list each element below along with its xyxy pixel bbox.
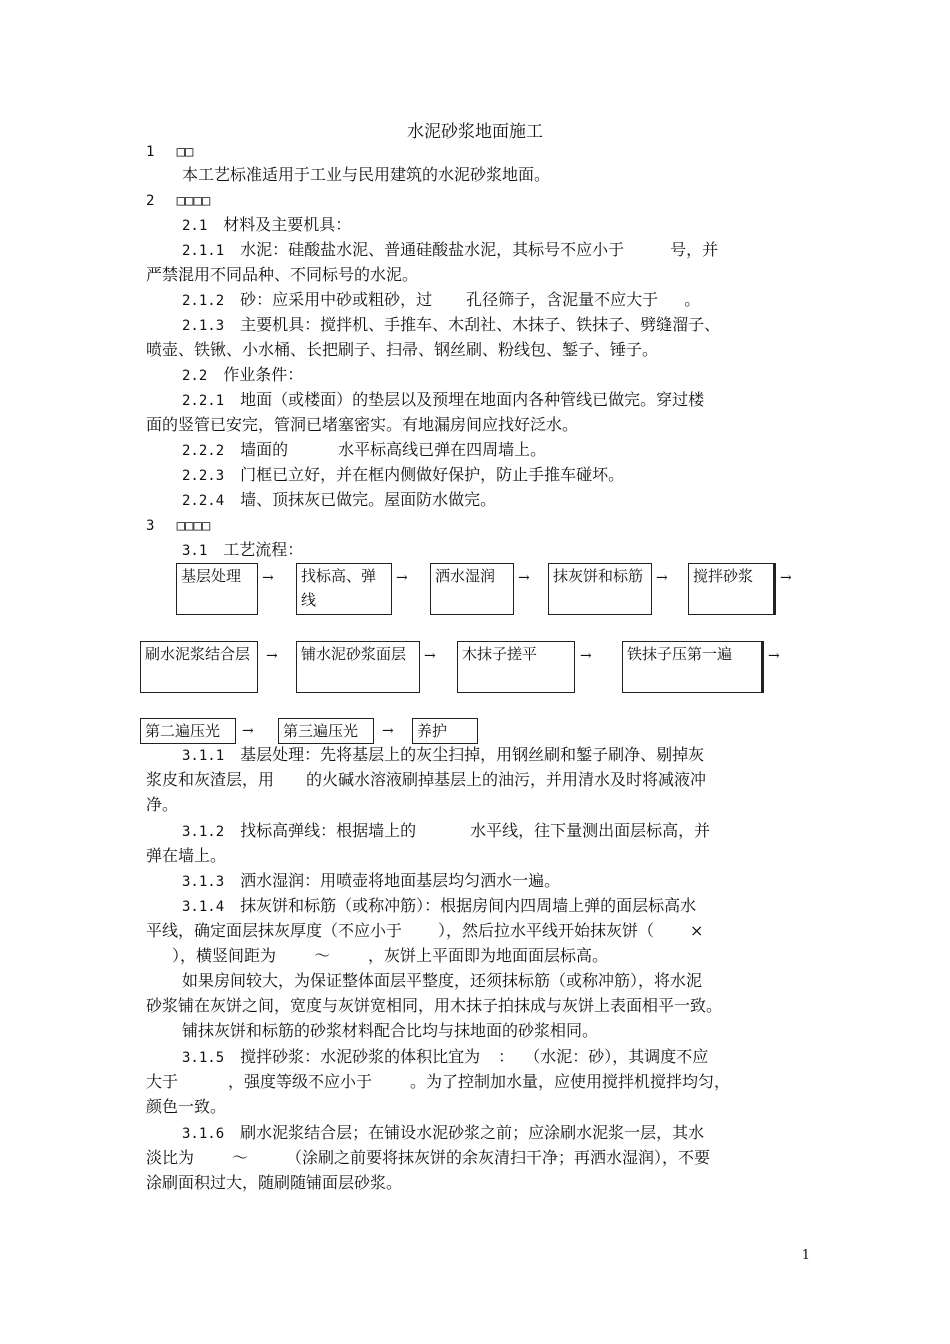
- flow-arrow: →: [768, 648, 780, 664]
- item-3-1-2: 3.1.2 找标高弹线：根据墙上的 水平线，往下量测出面层标高，并: [182, 821, 711, 840]
- paragraph: 喷壶、铁锹、小水桶、长把刷子、扫帚、钢丝刷、粉线包、錾子、锤子。: [146, 340, 659, 359]
- page-number: 1: [801, 1248, 810, 1263]
- section-1-heading: 1 □□: [146, 144, 194, 160]
- flow-step: 刷水泥浆结合层: [140, 641, 258, 693]
- paragraph: 严禁混用不同品种、不同标号的水泥。: [146, 265, 419, 284]
- paragraph: 浆皮和灰渣层，用 的火碱水溶液刷掉基层上的油污，并用清水及时将减液冲: [146, 770, 707, 789]
- paragraph: ），横竖间距为 ～ ，灰饼上平面即为地面面层标高。: [172, 946, 609, 965]
- paragraph: 面的竖管已安完，管洞已堵塞密实。有地漏房间应找好泛水。: [146, 415, 579, 434]
- flow-step: 养护: [412, 718, 478, 744]
- item-2-2-1: 2.2.1 地面（或楼面）的垫层以及预埋在地面内各种管线已做完。穿过楼: [182, 390, 705, 409]
- flow-arrow: →: [262, 570, 274, 586]
- item-2-2-4: 2.2.4 墙、顶抹灰已做完。屋面防水做完。: [182, 490, 497, 509]
- item-2-2-2: 2.2.2 墙面的 水平标高线已弹在四周墙上。: [182, 440, 547, 459]
- item-3-1-4: 3.1.4 抹灰饼和标筋（或称冲筋）：根据房间内四周墙上弹的面层标高水: [182, 896, 697, 915]
- paragraph: 净。: [146, 795, 179, 814]
- flow-arrow: →: [382, 723, 394, 739]
- paragraph: 本工艺标准适用于工业与民用建筑的水泥砂浆地面。: [182, 165, 551, 184]
- flow-step: 铁抹子压第一遍: [622, 641, 764, 693]
- flow-step: 找标高、弹线: [296, 563, 392, 615]
- flow-step: 搅拌砂浆: [688, 563, 776, 615]
- flow-arrow: →: [266, 648, 278, 664]
- flow-arrow: →: [580, 648, 592, 664]
- item-3-1-5: 3.1.5 搅拌砂浆：水泥砂浆的体积比宜为 ： （水泥：砂），其调度不应: [182, 1047, 709, 1066]
- flow-step: 抹灰饼和标筋: [548, 563, 652, 615]
- subheading-2-1: 2.1 材料及主要机具：: [182, 215, 352, 234]
- flow-step: 第三遍压光: [278, 718, 374, 744]
- flow-step: 基层处理: [176, 563, 258, 615]
- flow-arrow: →: [780, 570, 792, 586]
- item-3-1-6: 3.1.6 刷水泥浆结合层；在铺设水泥砂浆之前；应涂刷水泥浆一层，其水: [182, 1123, 705, 1142]
- section-3-heading: 3 □□□□: [146, 518, 211, 534]
- item-3-1-1: 3.1.1 基层处理：先将基层上的灰尘扫掉，用钢丝刷和錾子刷净、剔掉灰: [182, 745, 705, 764]
- item-2-1-2: 2.1.2 砂：应采用中砂或粗砂，过 孔径筛子，含泥量不应大于 。: [182, 290, 701, 309]
- paragraph: 大于 ，强度等级不应小于 。为了控制加水量，应使用搅拌机搅拌均匀，: [146, 1072, 731, 1091]
- item-2-1-3: 2.1.3 主要机具：搅拌机、手推车、木刮社、木抹子、铁抹子、劈缝溜子、: [182, 315, 721, 334]
- subheading-3-1: 3.1 工艺流程：: [182, 540, 304, 559]
- item-2-2-3: 2.2.3 门框已立好，并在框内侧做好保护，防止手推车碰坏。: [182, 465, 625, 484]
- flow-step: 木抹子搓平: [457, 641, 575, 693]
- flow-arrow: →: [396, 570, 408, 586]
- paragraph: 平线，确定面层抹灰厚度（不应小于 ），然后拉水平线开始抹灰饼（ ×: [146, 921, 704, 940]
- flow-arrow: →: [242, 723, 254, 739]
- paragraph: 弹在墙上。: [146, 846, 227, 865]
- flow-step: 洒水湿润: [430, 563, 514, 615]
- item-3-1-3: 3.1.3 洒水湿润：用喷壶将地面基层均匀洒水一遍。: [182, 871, 561, 890]
- flow-step: 第二遍压光: [140, 718, 236, 744]
- paragraph: 如果房间较大，为保证整体面层平整度，还须抹标筋（或称冲筋），将水泥: [182, 971, 703, 990]
- paragraph: 涂刷面积过大，随刷随铺面层砂浆。: [146, 1173, 403, 1192]
- section-2-heading: 2 □□□□: [146, 193, 211, 209]
- paragraph: 砂浆铺在灰饼之间，宽度与灰饼宽相同，用木抹子拍抹成与灰饼上表面相平一致。: [146, 996, 723, 1015]
- flow-step: 铺水泥砂浆面层: [296, 641, 420, 693]
- item-2-1-1: 2.1.1 水泥：硅酸盐水泥、普通硅酸盐水泥，其标号不应小于 号，并: [182, 240, 719, 259]
- document-title: 水泥砂浆地面施工: [407, 122, 543, 142]
- paragraph: 铺抹灰饼和标筋的砂浆材料配合比均与抹地面的砂浆相同。: [182, 1021, 599, 1040]
- flow-arrow: →: [656, 570, 668, 586]
- flow-arrow: →: [424, 648, 436, 664]
- subheading-2-2: 2.2 作业条件：: [182, 365, 304, 384]
- paragraph: 淡比为 ～ （涂刷之前要将抹灰饼的余灰清扫干净；再洒水湿润），不要: [146, 1148, 711, 1167]
- paragraph: 颜色一致。: [146, 1097, 227, 1116]
- flow-arrow: →: [518, 570, 530, 586]
